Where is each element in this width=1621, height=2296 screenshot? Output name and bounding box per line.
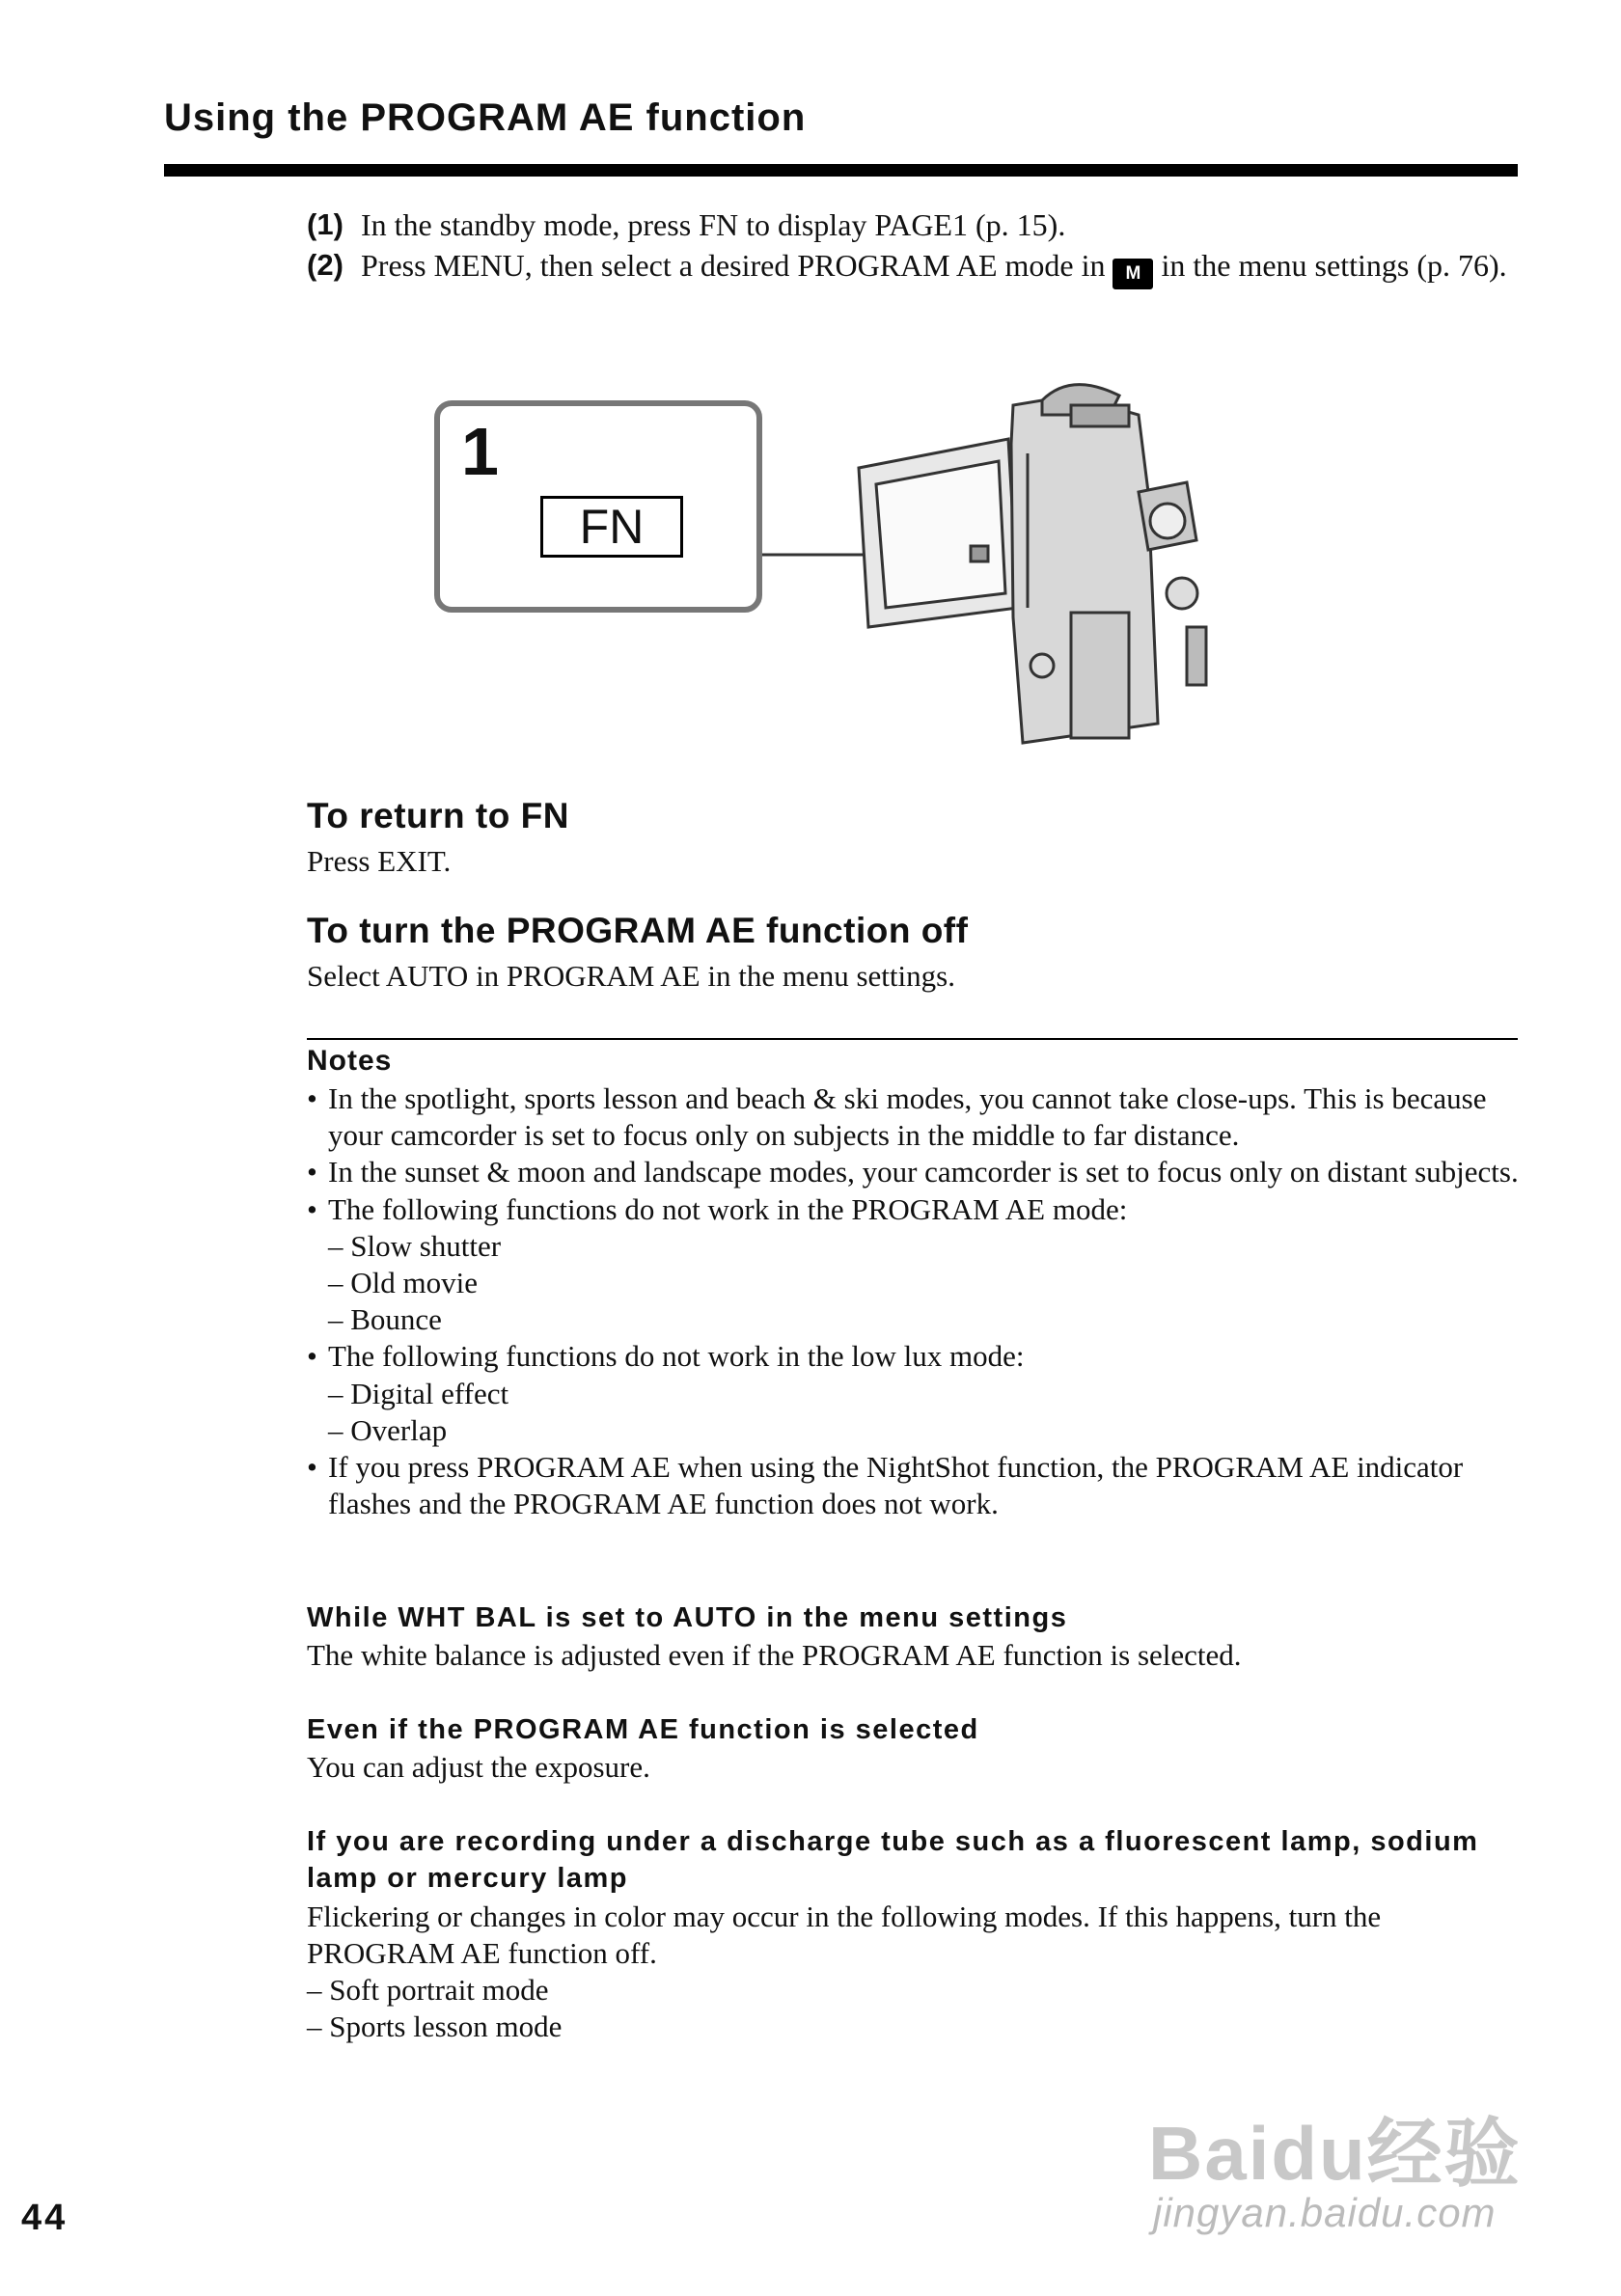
notes-list: [307, 1080, 1523, 1522]
note-text: If you press PROGRAM AE when using the NightShot function, the PROGRAM AE indicator flashes and the PROGRAM AE function does not work.: [328, 1450, 1464, 1521]
callout-number: 1: [461, 414, 499, 489]
note-text: In the sunset & moon and landscape modes, your camcorder is set to focus only on distant subjects.: [328, 1155, 1519, 1189]
subsection-subitem: – Sports lesson mode: [307, 2009, 563, 2043]
step-text: In the standby mode, press FN to display PAGE1 (p. 15).: [361, 207, 1066, 242]
step-text: [361, 245, 1509, 289]
section-body: Press EXIT.: [307, 844, 452, 878]
step-number: (1): [307, 207, 343, 241]
dial-icon: [1167, 578, 1197, 609]
subsection-body: You can adjust the exposure.: [307, 1750, 650, 1784]
subsection-title: Even if the PROGRAM AE function is selected: [307, 1714, 979, 1745]
note-subitem: – Digital effect: [328, 1376, 509, 1410]
list-item: • The following functions do not work in the PROGRAM AE mode: – Slow shutter – Old movie – Bounce: [307, 1191, 1523, 1339]
subsection-subitem: – Soft portrait mode: [307, 1973, 549, 2007]
section-body: Select AUTO in PROGRAM AE in the menu settings.: [307, 959, 955, 993]
step-number: (2): [307, 248, 343, 282]
notes-divider: [307, 1038, 1518, 1040]
step-1: [307, 205, 1513, 245]
watermark-brand: Baidu经验: [1148, 2111, 1522, 2196]
fn-button-label: FN: [540, 496, 683, 558]
note-text: The following functions do not work in the low lux mode:: [328, 1339, 1025, 1374]
list-item: • In the spotlight, sports lesson and beach & ski modes, you cannot take close-ups. This is because your camcorder is set to focus only on subjects in the middle to far distance.: [307, 1081, 1487, 1153]
section-title-turn-off: To turn the PROGRAM AE function off: [307, 911, 969, 950]
list-item: • The following functions do not work in the low lux mode: – Digital effect – Overlap: [307, 1338, 1523, 1449]
list-item: • If you press PROGRAM AE when using the NightShot function, the PROGRAM AE indicator flashes and the PROGRAM AE function does not work.: [307, 1450, 1464, 1521]
section-title-return-to-fn: To return to FN: [307, 796, 569, 835]
step-text-after: in the menu settings (p. 76).: [1161, 248, 1507, 283]
subsection-title: If you are recording under a discharge tube such as a fluorescent lamp, sodium lamp or mercury lamp: [307, 1826, 1479, 1894]
note-subitem: – Bounce: [328, 1302, 442, 1337]
note-subitem: – Old movie: [328, 1266, 478, 1300]
note-text: In the spotlight, sports lesson and beach & ski modes, you cannot take close-ups. This is because your camcorder is set to focus only on subjects in the middle to far distance.: [328, 1081, 1487, 1153]
note-text: The following functions do not work in the PROGRAM AE mode:: [328, 1191, 1128, 1226]
battery: [1071, 613, 1129, 738]
manual-settings-menu-icon: M: [1113, 259, 1153, 289]
camcorder-illustration: [753, 376, 1254, 762]
note-subitem: – Overlap: [328, 1412, 448, 1447]
watermark-url: jingyan.baidu.com: [1153, 2190, 1497, 2235]
page-title: Using the PROGRAM AE function: [164, 96, 807, 139]
list-item: • In the sunset & moon and landscape modes, your camcorder is set to focus only on distant subjects.: [307, 1155, 1519, 1189]
step-2: [307, 245, 1513, 326]
notes-title: Notes: [307, 1045, 393, 1077]
fn-button-on-panel: [971, 546, 988, 561]
note-subitem: – Slow shutter: [328, 1228, 502, 1263]
step-text-before: Press MENU, then select a desired PROGRAM AE mode in: [361, 248, 1106, 283]
page-number: 44: [21, 2198, 69, 2238]
subsection-title: While WHT BAL is set to AUTO in the menu settings: [307, 1602, 1068, 1633]
subsection-body: Flickering or changes in color may occur in the following modes. If this happens, turn the PROGRAM AE function off.: [307, 1900, 1382, 1970]
viewfinder-top: [1071, 405, 1129, 426]
subsection-body: The white balance is adjusted even if the PROGRAM AE function is selected.: [307, 1638, 1242, 1672]
header-rule: [164, 164, 1518, 177]
